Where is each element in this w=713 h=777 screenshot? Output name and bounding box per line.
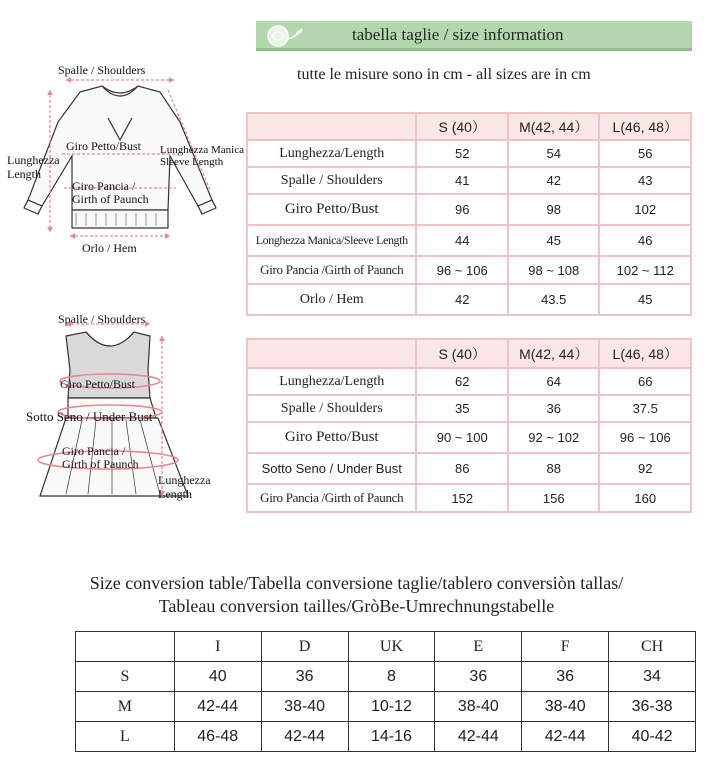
table-header-row	[247, 339, 691, 368]
sweatshirt-illustration	[0, 60, 250, 260]
table-cell: 44	[416, 225, 508, 256]
size-label: L	[76, 722, 175, 752]
conversion-title-line1: Size conversion table/Tabella conversione taglie/tablero conversiòn tallas/	[89, 573, 624, 593]
table-cell: 37.5	[599, 395, 691, 422]
table-cell: 88	[508, 453, 600, 484]
label-sleeve-1: Lunghezza Manica	[160, 144, 244, 156]
page-title: tabella taglie / size information	[352, 25, 564, 44]
table-cell: 86	[416, 453, 508, 484]
table-cell: 42-44	[174, 692, 261, 722]
table-header-cell: L(46, 48）	[599, 339, 691, 368]
table-header-cell: E	[435, 632, 522, 662]
table-row	[247, 453, 691, 484]
label-length-1: Lunghezza	[7, 153, 60, 167]
table-cell: 56	[599, 140, 691, 167]
label-sleeve-2: Sleeve Length	[160, 156, 224, 168]
table-cell: 92	[599, 453, 691, 484]
row-label: Orlo / Hem	[247, 284, 416, 315]
label-hem: Orlo / Hem	[82, 241, 137, 255]
table-row	[76, 722, 696, 752]
dress-size-table	[246, 338, 692, 513]
table-header-cell: L(46, 48）	[599, 113, 691, 140]
table-cell: 43.5	[508, 284, 600, 315]
label-dress-length-2: Length	[158, 487, 192, 501]
table-cell: 54	[508, 140, 600, 167]
table-cell: 41	[416, 167, 508, 194]
table-header-cell: M(42, 44）	[508, 339, 600, 368]
table-cell: 46-48	[174, 722, 261, 752]
units-note: tutte le misure sono in cm - all sizes are in cm	[297, 66, 591, 83]
table-header-cell	[76, 632, 175, 662]
table-header-cell	[247, 113, 416, 140]
table-cell: 36	[261, 662, 348, 692]
table-row	[76, 662, 696, 692]
rose-icon	[264, 23, 306, 49]
label-bust: Giro Petto/Bust	[66, 139, 142, 153]
table-cell: 156	[508, 484, 600, 512]
dress-illustration	[0, 308, 250, 508]
label-dress-bust: Giro Petto/Bust	[60, 377, 136, 391]
table-header-cell: S (40）	[416, 113, 508, 140]
label-length-2: Length	[7, 167, 41, 181]
size-label: M	[76, 692, 175, 722]
label-shoulders: Spalle / Shoulders	[58, 63, 146, 77]
table-cell: 36	[508, 395, 600, 422]
label-paunch-2: Girth of Paunch	[72, 192, 149, 206]
table-cell: 38-40	[261, 692, 348, 722]
table-cell: 52	[416, 140, 508, 167]
table-cell: 40	[174, 662, 261, 692]
table-cell: 42-44	[261, 722, 348, 752]
table-cell: 45	[508, 225, 600, 256]
table-cell: 43	[599, 167, 691, 194]
table-cell: 40-42	[609, 722, 696, 752]
table-cell: 46	[599, 225, 691, 256]
row-label: Spalle / Shoulders	[247, 395, 416, 422]
table-cell: 96 ~ 106	[416, 256, 508, 284]
table-row	[247, 140, 691, 167]
row-label: Giro Pancia /Girth of Paunch	[247, 256, 416, 284]
table-cell: 38-40	[435, 692, 522, 722]
table-header-row	[76, 632, 696, 662]
table-cell: 10-12	[348, 692, 435, 722]
label-underbust: Sotto Seno / Under Bust	[26, 409, 153, 424]
table-row	[247, 225, 691, 256]
row-label: Giro Petto/Bust	[247, 422, 416, 453]
label-dress-paunch-1: Giro Pancia /	[62, 444, 126, 458]
table-cell: 8	[348, 662, 435, 692]
table-cell: 92 ~ 102	[508, 422, 600, 453]
table-row	[76, 692, 696, 722]
table-row	[247, 194, 691, 225]
row-label: Sotto Seno / Under Bust	[247, 453, 416, 484]
label-paunch-1: Giro Pancia /	[72, 179, 136, 193]
row-label: Giro Petto/Bust	[247, 194, 416, 225]
table-cell: 36	[435, 662, 522, 692]
table-row	[247, 167, 691, 194]
row-label: Giro Pancia /Girth of Paunch	[247, 484, 416, 512]
table-cell: 62	[416, 368, 508, 395]
table-header-cell	[247, 339, 416, 368]
sweatshirt-size-table	[246, 112, 692, 316]
table-cell: 38-40	[522, 692, 609, 722]
table-cell: 98	[508, 194, 600, 225]
table-cell: 102	[599, 194, 691, 225]
size-conversion-table	[75, 631, 696, 752]
row-label: Longhezza Manica/Sleeve Length	[247, 225, 416, 256]
table-cell: 35	[416, 395, 508, 422]
table-row	[247, 395, 691, 422]
table-header-cell: UK	[348, 632, 435, 662]
table-cell: 34	[609, 662, 696, 692]
table-cell: 36-38	[609, 692, 696, 722]
table-cell: 66	[599, 368, 691, 395]
table-header-cell: F	[522, 632, 609, 662]
row-label: Spalle / Shoulders	[247, 167, 416, 194]
table-cell: 96	[416, 194, 508, 225]
label-dress-paunch-2: Girth of Paunch	[62, 457, 139, 471]
table-cell: 152	[416, 484, 508, 512]
table-cell: 42-44	[435, 722, 522, 752]
table-header-cell: D	[261, 632, 348, 662]
table-row	[247, 368, 691, 395]
table-row	[247, 484, 691, 512]
table-cell: 98 ~ 108	[508, 256, 600, 284]
size-label: S	[76, 662, 175, 692]
table-cell: 42	[416, 284, 508, 315]
header-banner	[256, 21, 692, 51]
table-cell: 90 ~ 100	[416, 422, 508, 453]
dress-drawing	[0, 308, 250, 508]
table-cell: 102 ~ 112	[599, 256, 691, 284]
table-header-cell: I	[174, 632, 261, 662]
table-cell: 64	[508, 368, 600, 395]
table-header-cell: M(42, 44）	[508, 113, 600, 140]
table-header-row	[247, 113, 691, 140]
table-cell: 42	[508, 167, 600, 194]
row-label: Lunghezza/Length	[247, 140, 416, 167]
table-row	[247, 422, 691, 453]
table-row	[247, 284, 691, 315]
label-dress-length-1: Lunghezza	[158, 473, 211, 487]
table-cell: 42-44	[522, 722, 609, 752]
table-header-cell: S (40）	[416, 339, 508, 368]
table-cell: 45	[599, 284, 691, 315]
table-cell: 14-16	[348, 722, 435, 752]
table-cell: 160	[599, 484, 691, 512]
row-label: Lunghezza/Length	[247, 368, 416, 395]
table-header-cell: CH	[609, 632, 696, 662]
table-row	[247, 256, 691, 284]
table-cell: 96 ~ 106	[599, 422, 691, 453]
label-dress-shoulders: Spalle / Shoulders	[58, 312, 146, 326]
table-cell: 36	[522, 662, 609, 692]
conversion-title-line2: Tableau conversion tailles/GròBe-Umrechnungstabelle	[158, 596, 555, 616]
